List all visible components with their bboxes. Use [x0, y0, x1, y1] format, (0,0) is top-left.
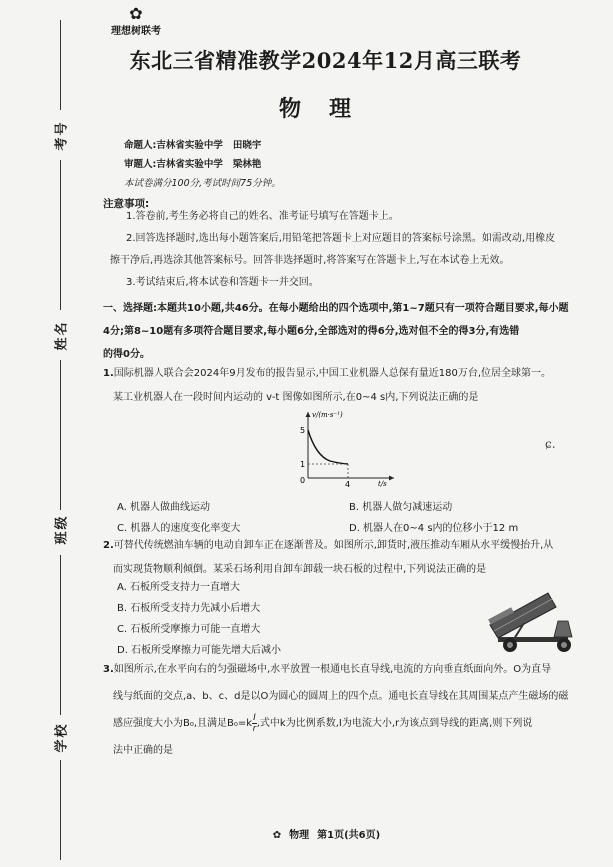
graph-x-arrow-icon: [389, 476, 394, 481]
question-2-number: 2.: [103, 540, 114, 551]
notice-item-2-line-2: 擦干净后,再选涂其他答案标号。回答非选择题时,将答案写在答题卡上,写在本试卷上无效。: [110, 255, 510, 266]
subject-title: 物理: [278, 96, 379, 122]
binding-line-1: [60, 160, 61, 310]
brand-logo-icon: ✿: [129, 4, 143, 23]
question-1-line-1: 国际机器人联合会2024年9月发布的报告显示,中国工业机器人总保有量近180万台,位居全球第一。: [113, 368, 552, 379]
section-line-1: 一、选择题:本题共10小题,共46分。在每小题给出的四个选项中,第1~7题只有一项符合题目要求,每小题: [103, 303, 569, 314]
author-line: [124, 137, 271, 151]
footer-subject: 物理: [289, 830, 310, 841]
question-2-line-1: 可替代传统燃油车辆的电动自卸车正在逐渐普及。如图所示,卸货时,液压推动车厢从水平缓慢抬升,从: [113, 540, 554, 551]
question-3-line-1: 如图所示,在水平向右的匀强磁场中,水平放置一根通电长直导线,电流的方向垂直纸面向外。O为直导: [113, 664, 552, 675]
q2-option-d[interactable]: D. 石板所受摩擦力可能先增大后减小: [117, 645, 282, 656]
binding-line-2: [60, 360, 61, 510]
q2-option-b[interactable]: B. 石板所受支持力先减小后增大: [117, 603, 261, 614]
vt-graph: [290, 408, 400, 488]
question-3-line-3: [103, 710, 591, 737]
q2-option-c[interactable]: C. 石板所受摩擦力可能一直增大: [117, 624, 261, 635]
reviewer-label: 审题人:: [124, 159, 157, 170]
graph-x-label: t/s: [378, 480, 387, 488]
class-label: 班级: [51, 515, 70, 545]
page-footer: [0, 826, 613, 841]
question-3-line-2: 线与纸面的交点,a、b、c、d是以O为圆心的圆周上的四个点。通电长直导线在其周围某点产生磁场的磁: [113, 691, 569, 702]
truck-cab: [554, 621, 572, 637]
exam-title: 东北三省精准教学2024年12月高三联考: [129, 48, 522, 73]
q1-option-d[interactable]: D. 机器人在0~4 s内的位移小于12 m: [349, 523, 519, 534]
question-1-line-2: 某工业机器人在一段时间内运动的 v-t 图像如图所示,在0~4 s内,下列说法正确的是: [113, 392, 479, 403]
notice-heading: 注意事项:: [103, 198, 150, 210]
graph-origin: 0: [300, 476, 306, 485]
stray-mark: ɕ.: [545, 437, 556, 451]
section-line-3: 的得0分。: [103, 349, 150, 360]
q1-option-a[interactable]: A. 机器人做曲线运动: [117, 502, 211, 513]
score-info: 本试卷满分100分,考试时间75分钟。: [124, 178, 281, 189]
reviewer-school: 吉林省实验中学: [156, 159, 223, 170]
question-1-number: 1.: [103, 368, 114, 379]
fraction-denominator: r: [252, 723, 257, 734]
graph-x-tick: 4: [345, 480, 351, 488]
author-school: 吉林省实验中学: [156, 140, 223, 151]
question-3-line-3-b: ,式中k为比例系数,I为电流大小,r为该点到导线的距离,则下列说: [256, 718, 533, 729]
section-heading: [103, 297, 586, 366]
binding-line-bottom: [60, 760, 61, 860]
q2-option-a[interactable]: A. 石板所受支持力一直增大: [117, 582, 241, 593]
notice-item-1: 1.答卷前,考生务必将自己的姓名、准考证号填写在答题卡上。: [126, 211, 399, 222]
reviewer-line: [124, 156, 271, 170]
graph-curve: [308, 430, 348, 464]
q1-option-b[interactable]: B. 机器人做匀减速运动: [349, 502, 453, 513]
question-2-line-2: 而实现货物顺利倾倒。某采石场利用自卸车卸载一块石板的过程中,下列说法正确的是: [113, 564, 487, 575]
exam-number-label: 考号: [51, 121, 70, 151]
front-wheel-hub: [561, 642, 567, 648]
brand-name: 理想树联考: [111, 26, 161, 37]
reviewer-name: 梁林艳: [232, 159, 262, 170]
footer-page-number: 第1页(共6页): [317, 830, 381, 841]
fraction-numerator: I: [253, 712, 256, 723]
notice-item-2-line-1: 2.回答选择题时,选出每小题答案后,用铅笔把答题卡上对应题目的答案标号涂黑。如需改动,用橡皮: [126, 233, 556, 244]
graph-y-arrow-icon: [306, 412, 311, 417]
author-label: 命题人:: [124, 140, 157, 151]
student-name-label: 姓名: [51, 321, 70, 351]
notice-list: [110, 206, 580, 294]
question-3-line-4: 法中正确的是: [113, 745, 173, 756]
rear-wheel-hub: [507, 642, 513, 648]
question-3-line-3-a: 感应强度大小为B₀,且满足B₀=k: [113, 718, 253, 729]
q1-option-c[interactable]: C. 机器人的速度变化率变大: [117, 523, 241, 534]
graph-y-label: v/(m·s⁻¹): [312, 411, 343, 419]
graph-y-low: 1: [300, 460, 306, 469]
question-2: [103, 534, 591, 582]
section-line-2: 4分;第8~10题有多项符合题目要求,每小题6分,全部选对的得6分,选对但不全的得3分,有选错: [103, 326, 520, 337]
author-name: 田晓宇: [232, 140, 262, 151]
notice-item-3: 3.考试结束后,将本试卷和答题卡一并交回。: [126, 277, 319, 288]
footer-logo-icon: ✿: [272, 830, 282, 841]
question-3-number: 3.: [103, 664, 114, 675]
school-label: 学校: [51, 723, 70, 753]
question-1: [103, 362, 591, 410]
dump-truck-figure: [484, 583, 579, 655]
question-3: [103, 656, 591, 764]
graph-y-high: 5: [300, 426, 306, 435]
binding-line-3: [60, 555, 61, 715]
brand-block: [101, 6, 171, 37]
